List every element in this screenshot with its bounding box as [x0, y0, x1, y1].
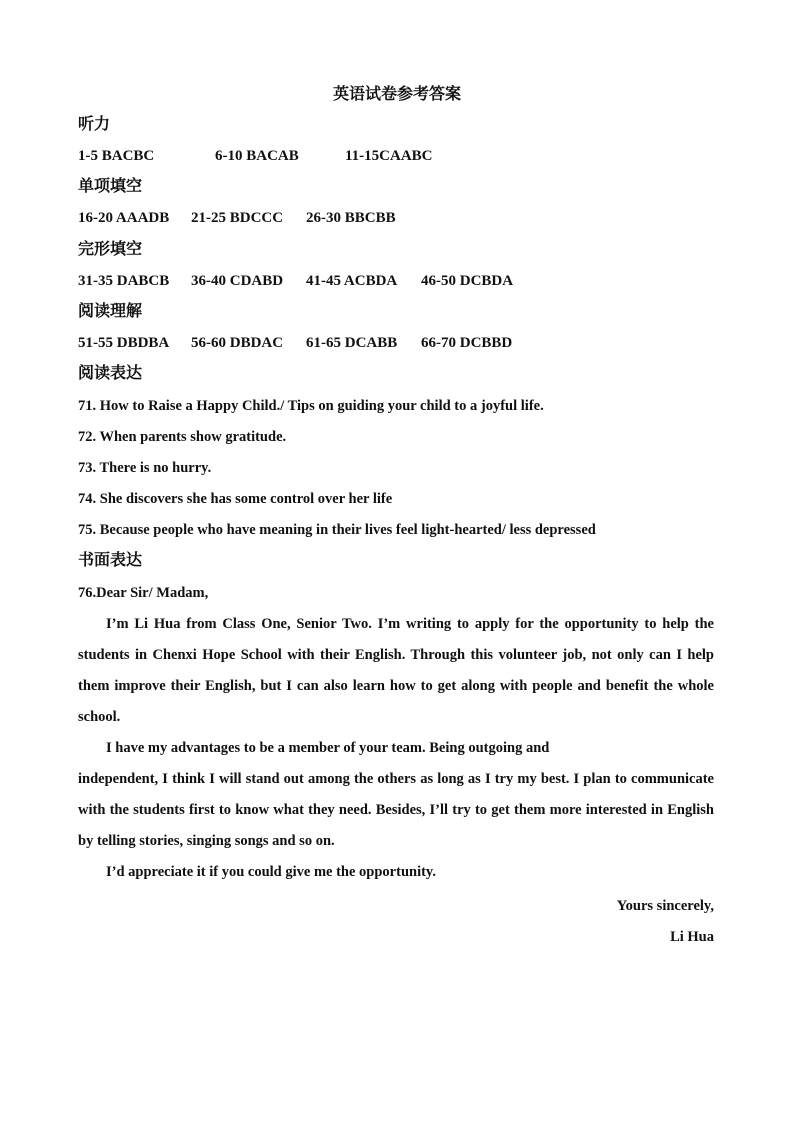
answer-item-74: 74. She discovers she has some control over her life — [78, 491, 393, 507]
section-heading-writing: 书面表达 — [78, 552, 143, 569]
answer-group: 36-40 CDABD — [191, 273, 284, 289]
answer-group: 21-25 BDCCC — [191, 210, 284, 226]
answer-group: 16-20 AAADB — [78, 210, 170, 226]
answer-group: 26-30 BBCBB — [306, 210, 396, 226]
answer-group: 46-50 DCBDA — [421, 273, 514, 289]
letter-closing: Yours sincerely, — [616, 898, 714, 914]
page-title: 英语试卷参考答案 — [332, 86, 461, 103]
answer-group: 56-60 DBDAC — [191, 335, 284, 351]
answer-item-71: 71. How to Raise a Happy Child./ Tips on guiding your child to a joyful life. — [78, 398, 544, 414]
reading-answers — [78, 333, 512, 353]
answer-group: 51-55 DBDBA — [78, 335, 170, 351]
section-heading-reading: 阅读理解 — [78, 303, 143, 320]
answer-item-72: 72. When parents show gratitude. — [78, 429, 287, 445]
letter-salutation: 76.Dear Sir/ Madam, — [78, 585, 209, 601]
cloze-answers — [78, 271, 513, 291]
section-heading-listening: 听力 — [78, 116, 111, 133]
answer-group: 1-5 BACBC — [78, 148, 155, 164]
section-heading-cloze: 完形填空 — [78, 241, 143, 258]
letter-paragraph-2-first-line: I have my advantages to be a member of your team. Being outgoing and — [106, 740, 550, 756]
section-heading-reading-expression: 阅读表达 — [78, 365, 143, 382]
section-heading-single-choice: 单项填空 — [78, 178, 143, 195]
answer-group: 6-10 BACAB — [215, 148, 299, 164]
answer-group: 31-35 DABCB — [78, 273, 170, 289]
answer-group: 41-45 ACBDA — [306, 273, 398, 289]
listening-answers — [78, 146, 433, 166]
single-choice-answers — [78, 208, 396, 228]
letter-paragraph-1: I’m Li Hua from Class One, Senior Two. I’m writing to apply for the opportunity to help the students in Chenxi Hope School with their English. Through this volunteer job, not only can I help them improve their English, but I can also learn how to get along with people and benefit the whole school. — [78, 616, 714, 725]
letter-paragraph-3: I’d appreciate it if you could give me the opportunity. — [106, 864, 437, 880]
letter-signature: Li Hua — [670, 929, 714, 945]
answer-group: 66-70 DCBBD — [421, 335, 513, 351]
letter-paragraph-2: independent, I think I will stand out among the others as long as I try my best. I plan to communicate with the students first to know what they need. Besides, I’ll try to get them more interested in English by telling stories, singing songs and so on. — [78, 771, 714, 849]
answer-item-73: 73. There is no hurry. — [78, 460, 212, 476]
answer-group: 61-65 DCABB — [306, 335, 398, 351]
answer-item-75: 75. Because people who have meaning in their lives feel light-hearted/ less depressed — [78, 522, 596, 538]
answer-group: 11-15CAABC — [345, 148, 433, 164]
